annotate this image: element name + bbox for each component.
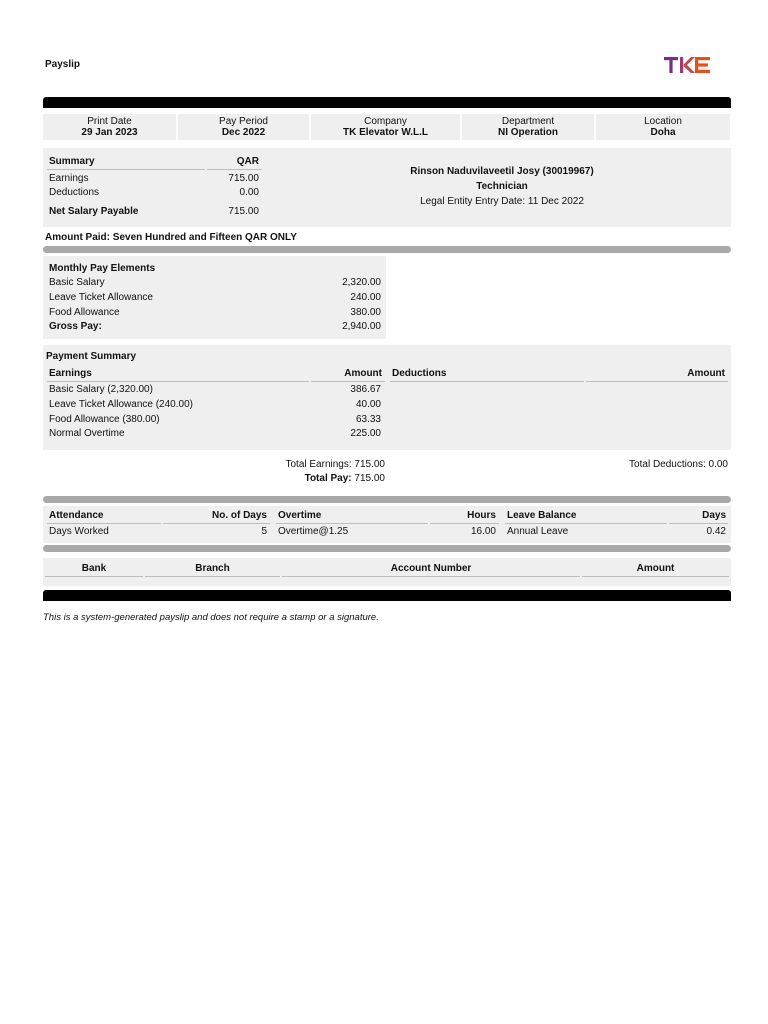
payment-row-label: Leave Ticket Allowance (240.00) (49, 399, 193, 410)
days-worked-value: 5 (261, 526, 267, 537)
total-deductions: Total Deductions: 0.00 (629, 459, 728, 470)
earnings-header: Earnings (49, 368, 92, 379)
payment-row-value: 225.00 (350, 428, 381, 439)
attendance-header: Attendance (49, 510, 104, 521)
branch-header: Branch (195, 563, 230, 574)
department-value: NI Operation (497, 127, 558, 138)
location-label: Location (644, 116, 682, 127)
tke-logo (664, 55, 712, 75)
bank-header: Bank (81, 563, 107, 574)
payment-row-value: 386.67 (350, 384, 381, 395)
footer-note: This is a system-generated payslip and does not require a stamp or a signature. (43, 612, 379, 623)
summary-currency: QAR (236, 156, 259, 167)
employee-position: Technician (476, 181, 528, 192)
hours-header: Hours (467, 510, 496, 521)
total-pay-value: 715.00 (354, 473, 385, 484)
divider (47, 169, 205, 170)
account-number-header: Account Number (390, 563, 472, 574)
monthly-label: Leave Ticket Allowance (49, 292, 153, 303)
page-title: Payslip (45, 59, 81, 70)
section-divider (43, 545, 731, 552)
divider (505, 523, 667, 524)
leave-balance-header: Leave Balance (507, 510, 577, 521)
section-divider (43, 246, 731, 253)
summary-deductions-label: Deductions (49, 187, 100, 198)
monthly-value: 2,320.00 (342, 277, 381, 288)
summary-earnings-label: Earnings (49, 173, 89, 184)
divider (47, 523, 161, 524)
amount-paid-text: Amount Paid: Seven Hundred and Fifteen QAR ONLY (45, 232, 297, 243)
annual-leave-days: 0.42 (706, 526, 726, 537)
divider (430, 523, 499, 524)
company-value: TK Elevator W.L.L (342, 127, 428, 138)
payment-summary-title: Payment Summary (46, 351, 137, 362)
print-date-label: Print Date (87, 116, 132, 127)
payment-row-label: Food Allowance (380.00) (49, 414, 160, 425)
print-date-cell (43, 114, 176, 140)
divider (669, 523, 728, 524)
total-pay (220, 473, 385, 485)
payment-row-label: Basic Salary (2,320.00) (49, 384, 153, 395)
employee-name: Rinson Naduvilaveetil Josy (30019967) (410, 166, 594, 177)
annual-leave-label: Annual Leave (507, 526, 569, 537)
pay-period-value: Dec 2022 (221, 127, 266, 138)
location-value: Doha (650, 127, 676, 138)
monthly-label: Food Allowance (49, 307, 120, 318)
overtime-header: Overtime (278, 510, 322, 521)
location-cell (596, 114, 730, 140)
footer-divider (43, 590, 731, 601)
department-cell (462, 114, 594, 140)
gross-pay-label: Gross Pay: (49, 321, 102, 332)
divider (582, 576, 729, 577)
summary-title: Summary (49, 156, 95, 167)
print-date-value: 29 Jan 2023 (81, 127, 138, 138)
payment-row-label: Normal Overtime (49, 428, 125, 439)
bank-amount-header: Amount (636, 563, 675, 574)
payment-row-value: 63.33 (355, 414, 381, 425)
divider (282, 576, 580, 577)
payment-row-value: 40.00 (355, 399, 381, 410)
overtime-hours: 16.00 (470, 526, 496, 537)
days-worked-label: Days Worked (49, 526, 109, 537)
monthly-value: 380.00 (350, 307, 381, 318)
divider (207, 169, 262, 170)
monthly-title: Monthly Pay Elements (49, 263, 156, 274)
total-earnings: Total Earnings: 715.00 (285, 459, 385, 470)
divider (145, 576, 280, 577)
leave-days-header: Days (702, 510, 726, 521)
entry-date: Legal Entity Entry Date: 11 Dec 2022 (420, 196, 584, 207)
monthly-value: 240.00 (350, 292, 381, 303)
deductions-amount-header: Amount (687, 368, 725, 379)
deductions-header: Deductions (392, 368, 447, 379)
days-header: No. of Days (211, 510, 267, 521)
company-label: Company (364, 116, 407, 127)
net-salary-label: Net Salary Payable (49, 206, 139, 217)
divider (311, 381, 385, 382)
monthly-label: Basic Salary (49, 277, 105, 288)
divider (276, 523, 428, 524)
divider (47, 381, 309, 382)
summary-earnings-value: 715.00 (228, 173, 259, 184)
total-pay-label: Total Pay: (304, 473, 352, 484)
divider (586, 381, 728, 382)
divider (45, 576, 143, 577)
divider (390, 381, 584, 382)
pay-period-label: Pay Period (219, 116, 268, 127)
gross-pay-value: 2,940.00 (342, 321, 381, 332)
net-salary-value: 715.00 (228, 206, 259, 217)
company-cell (311, 114, 460, 140)
header-divider (43, 97, 731, 108)
payment-summary-panel (43, 345, 731, 450)
overtime-label: Overtime@1.25 (278, 526, 349, 537)
pay-period-cell (178, 114, 309, 140)
section-divider (43, 496, 731, 503)
summary-deductions-value: 0.00 (239, 187, 259, 198)
attendance-panel (43, 506, 731, 543)
divider (163, 523, 270, 524)
department-label: Department (501, 116, 555, 127)
amount-header: Amount (344, 368, 382, 379)
